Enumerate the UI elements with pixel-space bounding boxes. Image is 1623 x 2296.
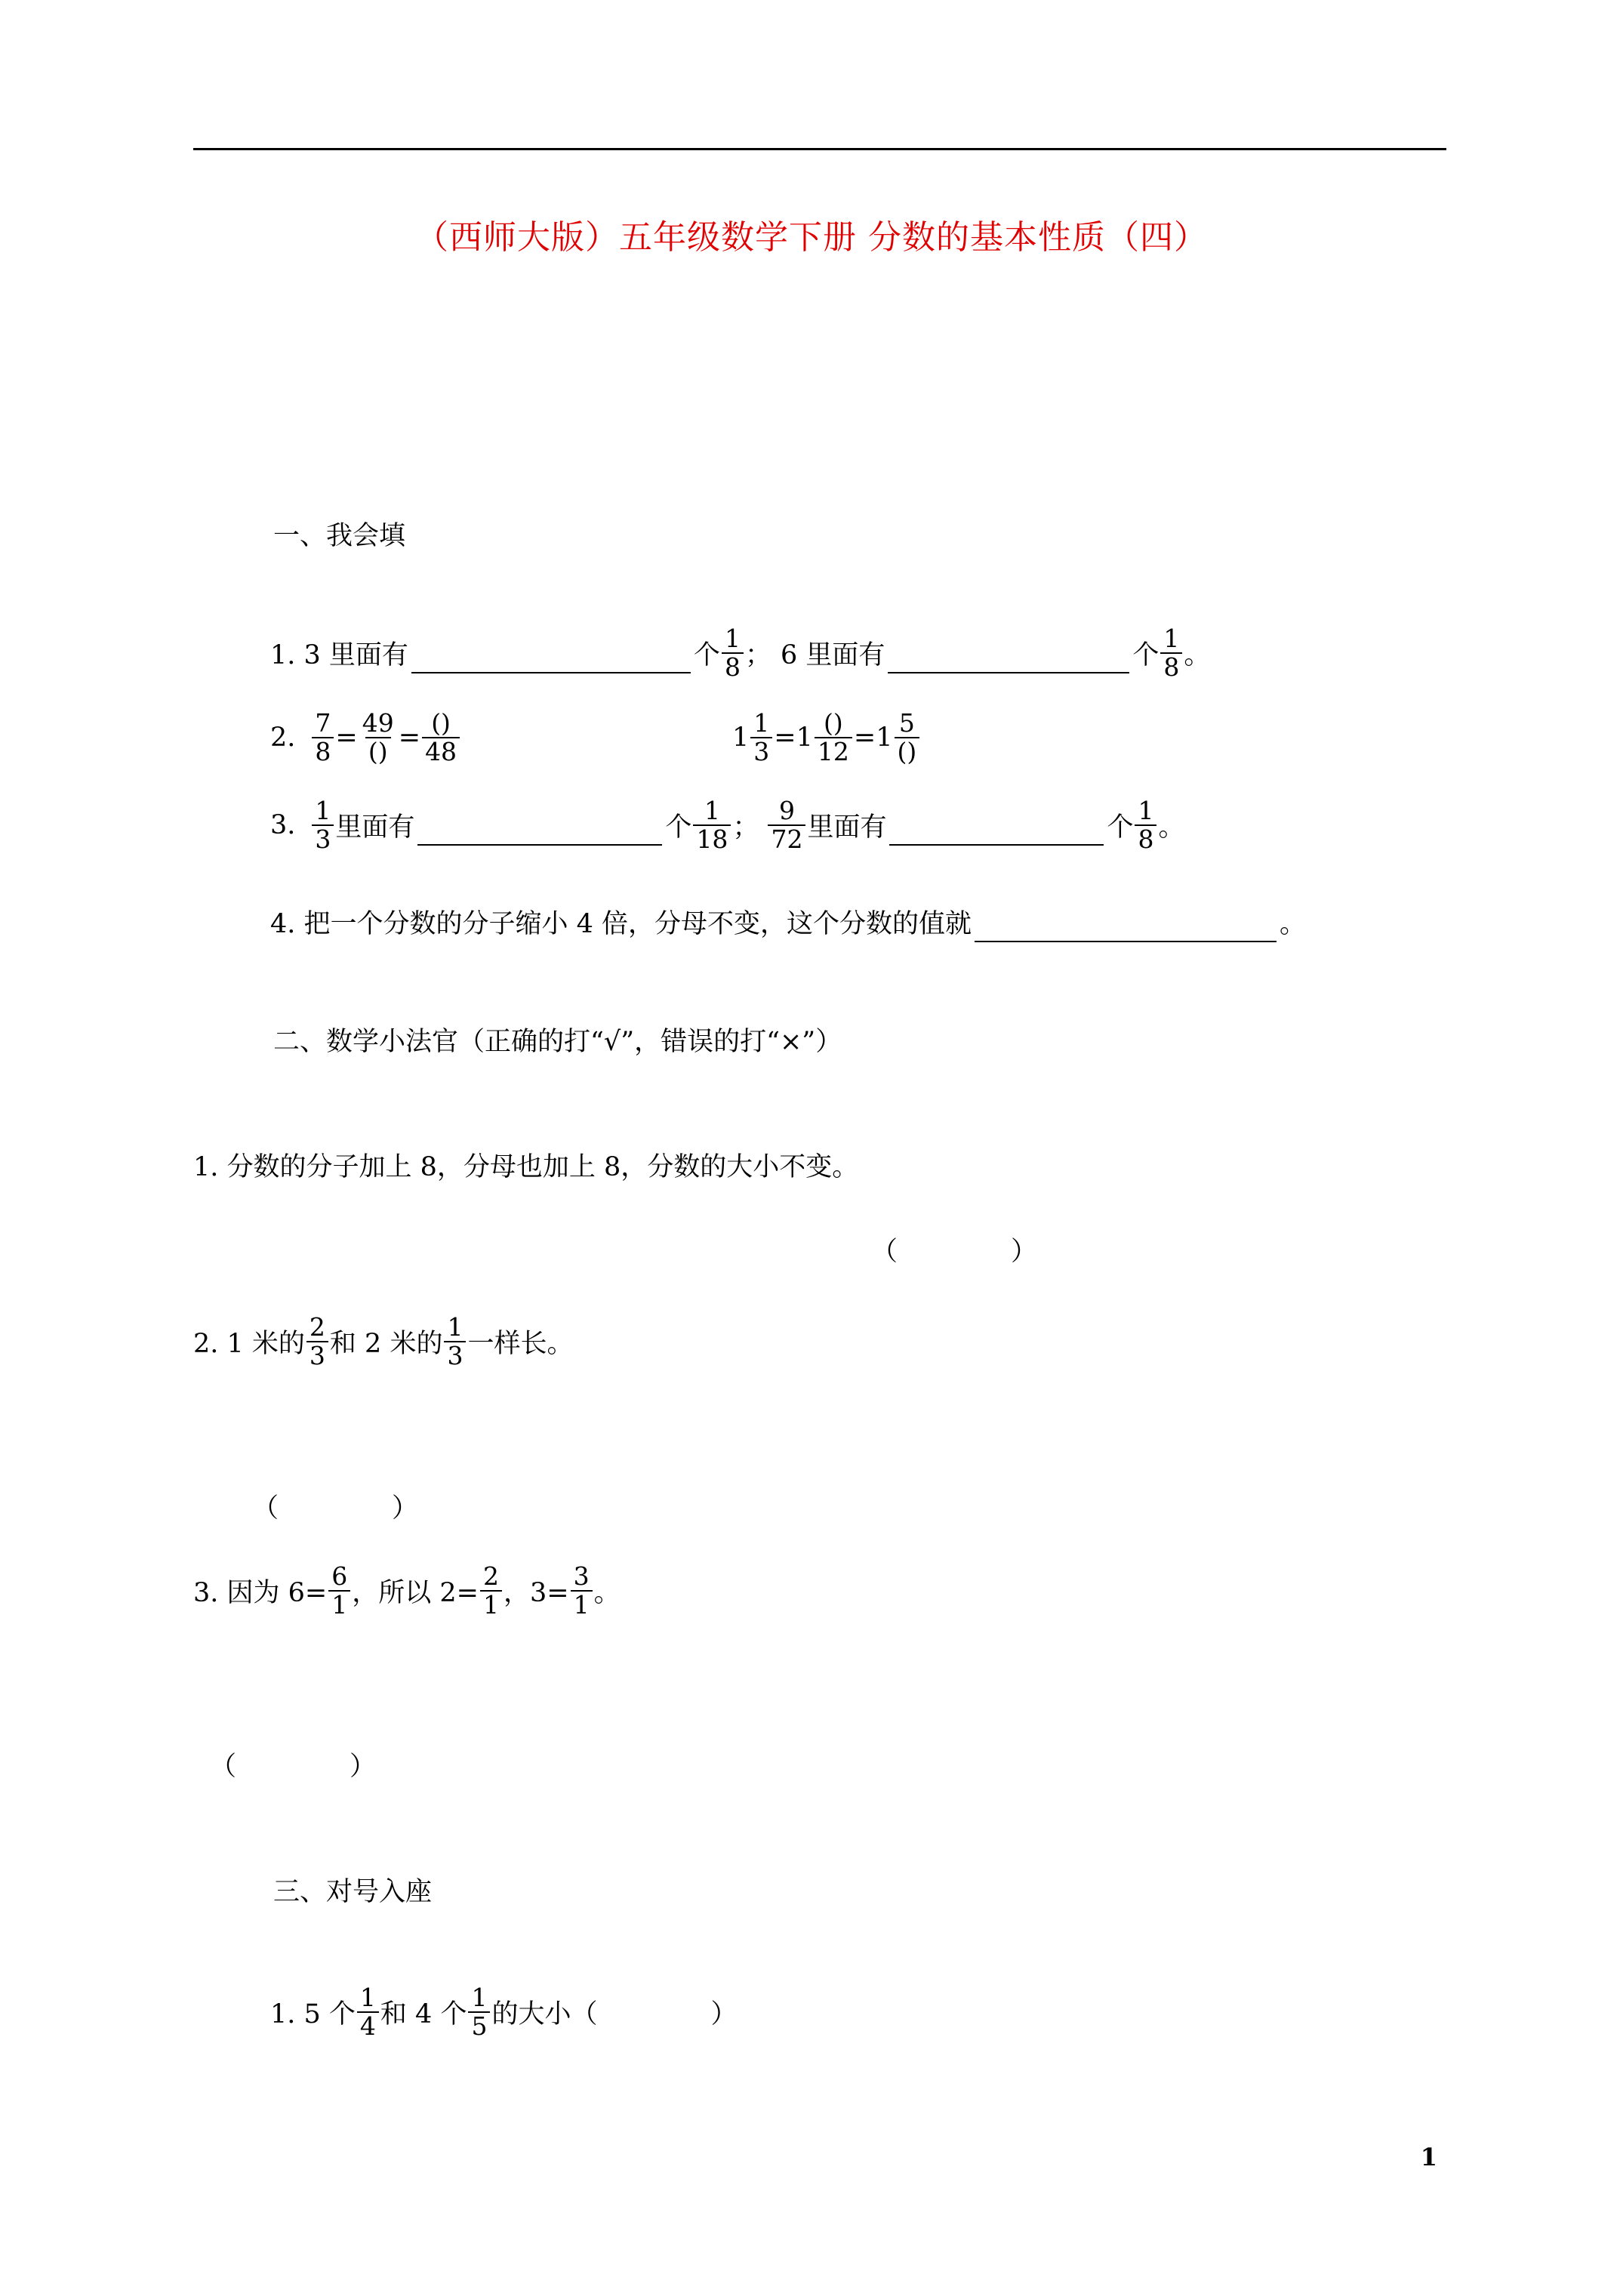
header-rule — [193, 148, 1446, 150]
q2-eq-3: = — [774, 723, 796, 753]
q4-tail: 。 — [1280, 909, 1307, 939]
q2-int-e: 1 — [796, 723, 813, 753]
q3-text-1: 里面有 — [335, 812, 415, 843]
s2-q2-answer-paren[interactable]: （ ） — [252, 1493, 419, 1524]
q2-int-f: 1 — [876, 723, 893, 753]
s3q1-text-2: 和 4 个 — [380, 1999, 467, 2029]
s3q1-text-4: ） — [710, 1999, 738, 2029]
s2q2-text-2: 和 2 米的 — [329, 1329, 443, 1359]
q3-sep: ； — [732, 812, 759, 843]
q3-text-2: 里面有 — [807, 812, 887, 843]
s2q3-fraction-b: $\frac{2}{1}$ — [480, 1563, 502, 1619]
s2-q1-answer-paren[interactable]: （ ） — [871, 1237, 1038, 1267]
q1-mid: 6 里面有 — [780, 640, 885, 670]
s2q3-text-3: ，3= — [503, 1578, 569, 1608]
s2q3-text-2: ，所以 2= — [352, 1578, 479, 1608]
s3q1-fraction-b: $\frac{1}{5}$ — [468, 1984, 490, 2040]
s2q3-fraction-a: $\frac{6}{1}$ — [328, 1563, 350, 1619]
section1-heading: 一、我会填 — [273, 521, 406, 551]
q2-fraction-f: $\frac{5}{()}$ — [895, 710, 920, 766]
s3q1-text-3: 的大小（ — [491, 1999, 598, 2029]
q1-tail: 。 — [1184, 640, 1211, 670]
q2-fraction-d: $\frac{1}{3}$ — [750, 710, 772, 766]
q2-eq-1: = — [335, 723, 358, 753]
q2-int-d: 1 — [732, 723, 750, 753]
s2-question-3 — [193, 1563, 621, 1619]
q4-text: 4. 把一个分数的分子缩小 4 倍，分母不变，这个分数的值就 — [270, 909, 972, 939]
s3q1-text-1: 1. 5 个 — [270, 1999, 356, 2029]
section2-heading: 二、数学小法官（正确的打“√”，错误的打“×”） — [273, 1027, 842, 1057]
q1-ge-2: 个 — [1132, 640, 1160, 670]
q3-fraction-b: $\frac{1}{18}$ — [693, 797, 731, 853]
s1-question-4 — [270, 903, 1306, 941]
q3-fraction-d: $\frac{1}{8}$ — [1135, 797, 1156, 853]
s3q1-fraction-a: $\frac{1}{4}$ — [357, 1984, 379, 2040]
s2-question-2 — [193, 1314, 573, 1370]
q1-sep: ； — [744, 640, 771, 670]
q3-fraction-a: $\frac{1}{3}$ — [312, 797, 334, 853]
q2-eq-2: = — [398, 723, 421, 753]
q1-fraction-2: $\frac{1}{8}$ — [1160, 625, 1182, 681]
q2-fraction-a: $\frac{7}{8}$ — [312, 710, 334, 766]
s1-question-3 — [270, 797, 1185, 853]
q3-fraction-c: $\frac{9}{72}$ — [768, 797, 805, 853]
q3-blank-1[interactable] — [417, 811, 662, 846]
q2-fraction-c: $\frac{()}{48}$ — [422, 710, 460, 766]
q3-prefix: 3. — [270, 810, 296, 840]
q2-prefix: 2. — [270, 723, 296, 753]
q3-blank-2[interactable] — [889, 811, 1104, 846]
q2-eq-4: = — [853, 723, 876, 753]
q2-fraction-b: $\frac{49}{()}$ — [362, 708, 394, 766]
q1-blank-1[interactable] — [411, 639, 691, 673]
s2q3-text-4: 。 — [593, 1578, 621, 1608]
q2-fraction-e: $\frac{()}{12}$ — [815, 710, 852, 766]
s1-question-2-right — [732, 710, 921, 766]
page-title: （西师大版）五年级数学下册 分数的基本性质（四） — [415, 218, 1208, 257]
s2q3-text-1: 3. 因为 6= — [193, 1578, 328, 1608]
q4-blank[interactable] — [975, 908, 1277, 942]
s3-question-1 — [270, 1984, 737, 2040]
s2-question-1: 1. 分数的分子加上 8，分母也加上 8，分数的大小不变。 — [193, 1152, 859, 1182]
s2q2-fraction-b: $\frac{1}{3}$ — [444, 1314, 466, 1370]
q3-ge-2: 个 — [1107, 812, 1134, 843]
s2q2-text-3: 一样长。 — [467, 1329, 574, 1359]
s2-q3-answer-paren[interactable]: （ ） — [210, 1752, 377, 1782]
s2q3-fraction-c: $\frac{3}{1}$ — [571, 1563, 593, 1619]
q3-tail: 。 — [1158, 812, 1185, 843]
q1-blank-2[interactable] — [888, 639, 1129, 673]
s2q2-text-1: 2. 1 米的 — [193, 1329, 305, 1359]
q3-ge-1: 个 — [665, 812, 692, 843]
s2q2-fraction-a: $\frac{2}{3}$ — [306, 1314, 328, 1370]
q1-prefix: 1. 3 里面有 — [270, 640, 408, 670]
q1-fraction-1: $\frac{1}{8}$ — [722, 625, 744, 681]
page-number: 1 — [1420, 2143, 1437, 2171]
section3-heading: 三、对号入座 — [273, 1877, 433, 1907]
q1-ge-1: 个 — [693, 640, 720, 670]
s1-question-2-left — [270, 710, 461, 766]
s1-question-1 — [270, 625, 1210, 681]
